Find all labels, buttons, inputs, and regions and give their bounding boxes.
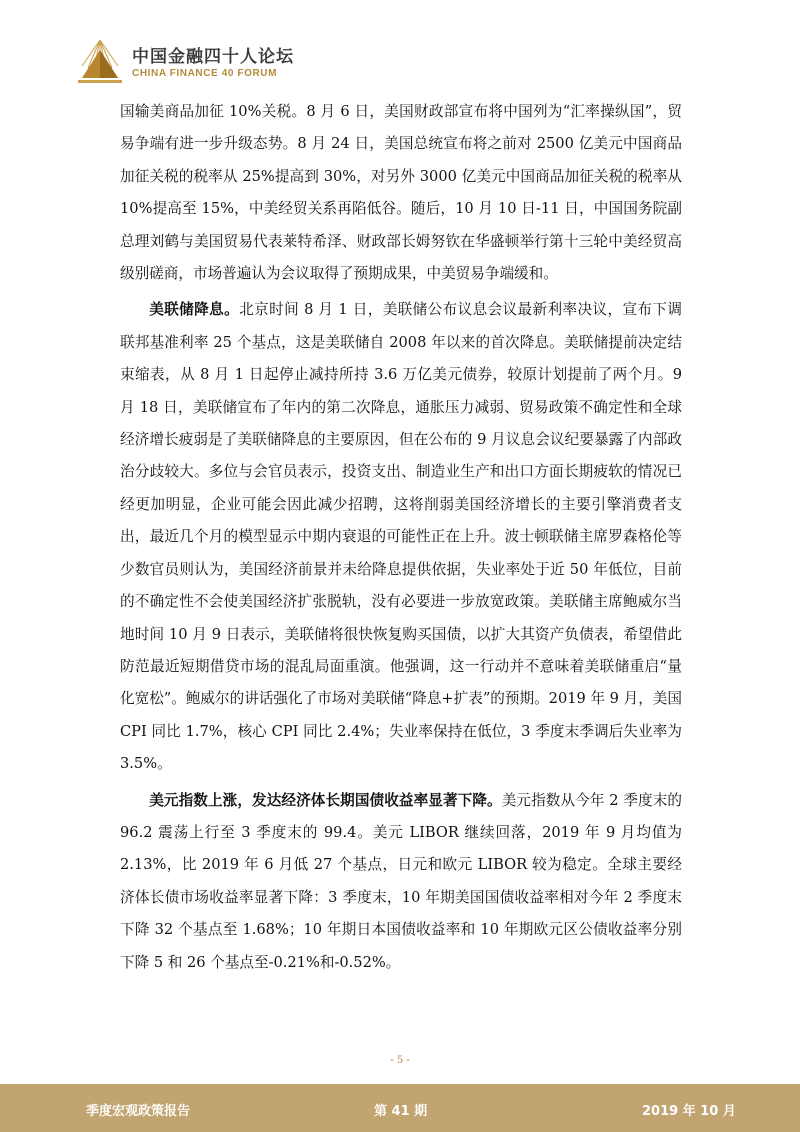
logo-english-name: CHINA FINANCE 40 FORUM <box>132 68 278 79</box>
paragraph-fed-rate-cut <box>120 294 682 780</box>
paragraph-text-fed: 北京时间 8 月 1 日，美联储公布议息会议最新利率决议，宣布下调联邦基准利率 25 个基点，这是美联储自 2008 年以来的首次降息。美联储提前决定结束缩表，从 8 月 1 日起停止减持所持 3.6 万亿美元债券，较原计划提前了两个月。9 月 18 日，美联储宣布了年内的第二次降息，通胀压力减弱、贸易政策不确定性和全球经济增长疲弱是了美联储降息的主要原因，但在公布的 9 月议息会议纪要暴露了内部政治分歧较大。多位与会官员表示，投资支出、制造业生产和出口方面长期疲软的情况已经更加明显，企业可能会因此减少招聘，这将削弱美国经济增长的主要引擎消费者支出，最近几个月的模型显示中期内衰退的可能性正在上升。波士顿联储主席罗森格伦等少数官员则认为，美国经济前景并未给降息提供依据，失业率处于近 50 年低位，目前的不确定性不会使美国经济扩张脱轨，没有必要进一步放宽政策。美联储主席鲍威尔当地时间 10 月 9 日表示，美联储将很快恢复购买国债，以扩大其资产负债表，希望借此防范最近短期借贷市场的混乱局面重演。他强调，这一行动并不意味着美联储重启“量化宽松”。鲍威尔的讲话强化了市场对美联储“降息+扩表”的预期。2019 年 9 月，美国 CPI 同比 1.7%，核心 CPI 同比 2.4%；失业率保持在低位，3 季度末季调后失业率为 3.5%。 <box>120 301 682 773</box>
footer-date: 2019 年 10 月 <box>642 1104 736 1119</box>
page-footer <box>0 1084 800 1132</box>
paragraph-trade-dispute: 国输美商品加征 10%关税。8 月 6 日，美国财政部宣布将中国列为“汇率操纵国”，贸易争端有进一步升级态势。8 月 24 日，美国总统宣布将之前对 2500 亿美元中国商品加征关税的税率从 25%提高到 30%，对另外 3000 亿美元中国商品加征关税的税率从 10%提高至 15%，中美经贸关系再陷低谷。随后，10 月 10 日-11 日，中国国务院副总理刘鹤与美国贸易代表莱特希泽、财政部长姆努钦在华盛顿举行第十三轮中美经贸高级别磋商，市场普遍认为会议取得了预期成果，中美贸易争端缓和。 <box>120 103 682 283</box>
page-number: - 5 - <box>390 1052 410 1066</box>
page-header <box>0 0 800 96</box>
paragraph-text-dollar: 美元指数从今年 2 季度末的 96.2 震荡上行至 3 季度末的 99.4。美元 LIBOR 继续回落，2019 年 9 月均值为 2.13%，比 2019 年 6 月低 27 个基点，日元和欧元 LIBOR 较为稳定。全球主要经济体长债市场收益率显著下降：3 季度末，10 年期美国国债收益率相对今年 2 季度末下降 32 个基点至 1.68%；10 年期日本国债收益率和 10 年期欧元区公债收益率分别下降 5 和 26 个基点至-0.21%和-0.52%。 <box>120 791 682 971</box>
paragraph-heading-fed: 美联储降息。 <box>149 301 240 319</box>
report-body <box>120 96 682 983</box>
paragraph-dollar-index <box>120 785 682 979</box>
footer-report-title: 季度宏观政策报告 <box>86 1104 191 1119</box>
paragraph-heading-dollar: 美元指数上涨，发达经济体长期国债收益率显著下降。 <box>149 791 502 809</box>
logo-chinese-name: 中国金融四十人论坛 <box>132 47 294 67</box>
footer-issue-number: 第 41 期 <box>374 1104 428 1119</box>
forum-logo-icon <box>74 36 126 88</box>
